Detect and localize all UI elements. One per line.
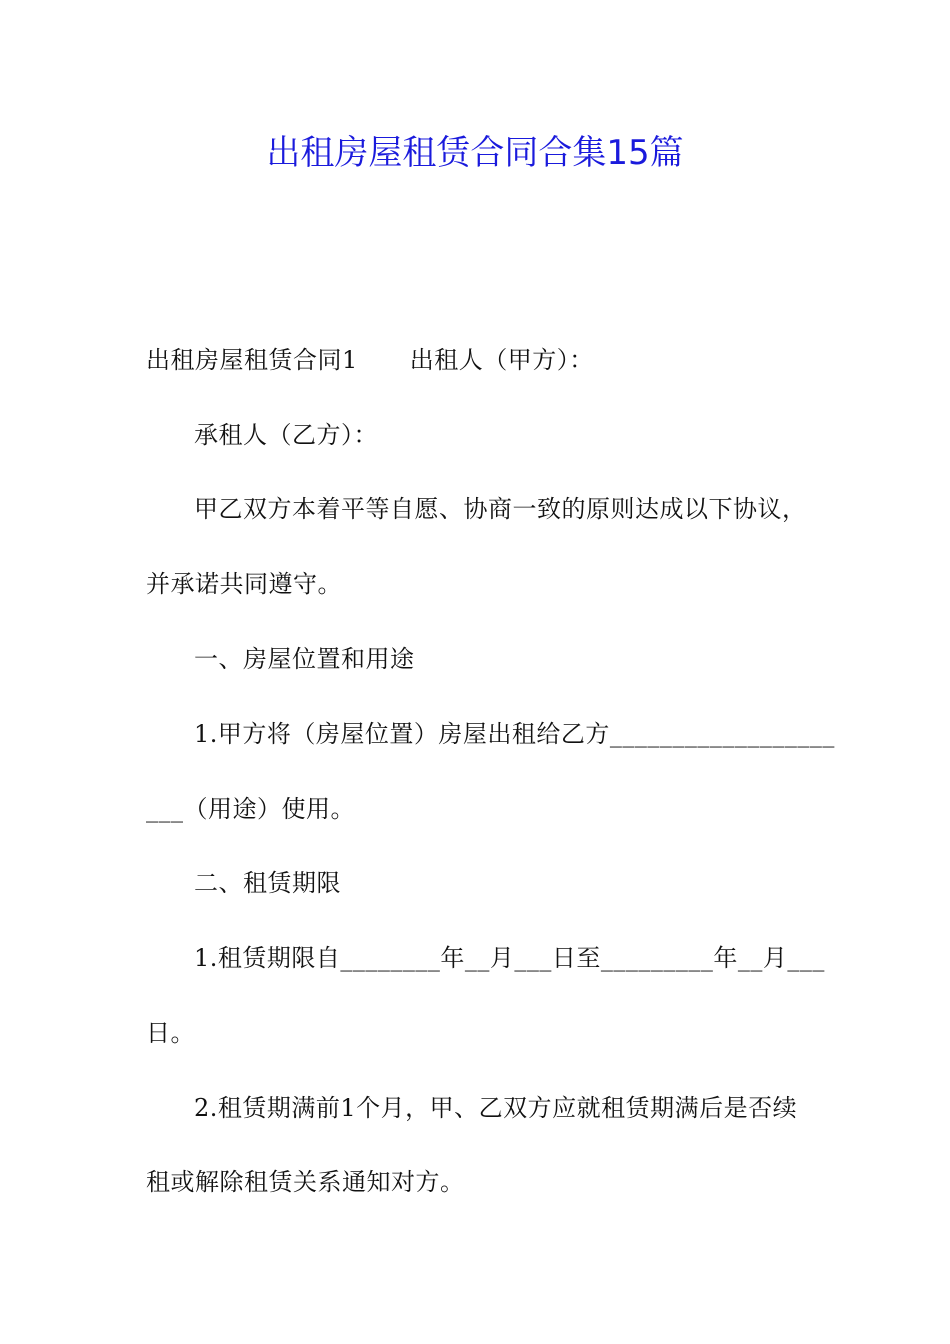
paragraph-line: 租或解除租赁关系通知对方。: [146, 1168, 465, 1196]
paragraph-line: 并承诺共同遵守。: [146, 570, 342, 598]
lessor-label: 出租人（甲方）：: [409, 346, 594, 374]
paragraph-line: 1.甲方将（房屋位置）房屋出租给乙方__________________: [194, 720, 835, 748]
paragraph-line: 1.租赁期限自________年__月___日至_________年__月___: [194, 944, 825, 972]
contract-heading-line: [146, 342, 594, 378]
paragraph-line: 日。: [146, 1019, 195, 1047]
paragraph-line: ___（用途）使用。: [146, 795, 355, 823]
contract-number-label: 出租房屋租赁合同1: [146, 346, 358, 374]
paragraph-line: 甲乙双方本着平等自愿、协商一致的原则达成以下协议，: [194, 495, 807, 523]
section-heading: 二、租赁期限: [194, 869, 341, 897]
section-heading: 一、房屋位置和用途: [194, 645, 415, 673]
paragraph-line: 2.租赁期满前1个月，甲、乙双方应就租赁期满后是否续: [194, 1094, 798, 1122]
document-title: 出租房屋租赁合同合集15篇: [266, 133, 684, 173]
lessee-label: 承租人（乙方）：: [194, 421, 378, 449]
